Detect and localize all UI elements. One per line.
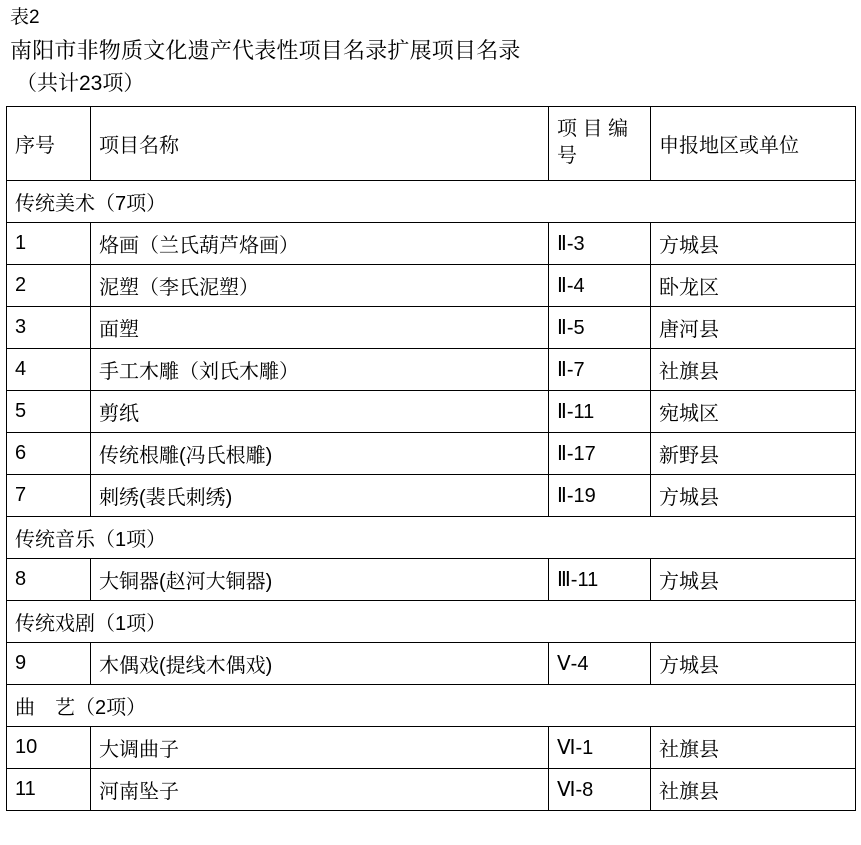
cell-code: Ⅵ-8 bbox=[549, 768, 651, 810]
group-label: 传统音乐（1项） bbox=[7, 516, 856, 558]
cell-name: 泥塑（李氏泥塑） bbox=[91, 264, 549, 306]
table-row bbox=[7, 222, 856, 264]
cell-seq: 10 bbox=[7, 726, 91, 768]
table-label: 表2 bbox=[10, 7, 40, 28]
cell-unit: 社旗县 bbox=[651, 768, 856, 810]
cell-unit: 宛城区 bbox=[651, 390, 856, 432]
cell-code: Ⅱ-5 bbox=[549, 306, 651, 348]
cell-seq: 4 bbox=[7, 348, 91, 390]
column-header-seq: 序号 bbox=[7, 106, 91, 180]
cell-name: 传统根雕(冯氏根雕) bbox=[91, 432, 549, 474]
table-row bbox=[7, 768, 856, 810]
column-header-code bbox=[549, 106, 651, 180]
cell-seq: 7 bbox=[7, 474, 91, 516]
cell-name: 河南坠子 bbox=[91, 768, 549, 810]
cell-code: Ⅱ-4 bbox=[549, 264, 651, 306]
cell-seq: 6 bbox=[7, 432, 91, 474]
table-row bbox=[7, 306, 856, 348]
column-header-code-text: 项 目 编 号 bbox=[557, 118, 629, 168]
page-subtitle: （共计23项） bbox=[16, 72, 145, 96]
table-row bbox=[7, 726, 856, 768]
cell-unit: 方城县 bbox=[651, 222, 856, 264]
cell-code: Ⅱ-11 bbox=[549, 390, 651, 432]
cell-seq: 5 bbox=[7, 390, 91, 432]
table-body bbox=[7, 106, 856, 810]
cell-code: Ⅱ-17 bbox=[549, 432, 651, 474]
cell-name: 刺绣(裴氏刺绣) bbox=[91, 474, 549, 516]
cell-name: 大铜器(赵河大铜器) bbox=[91, 558, 549, 600]
table-group-row bbox=[7, 516, 856, 558]
table-row bbox=[7, 390, 856, 432]
cell-unit: 方城县 bbox=[651, 558, 856, 600]
page-title: 南阳市非物质文化遗产代表性项目名录扩展项目名录 bbox=[10, 37, 521, 63]
cell-unit: 方城县 bbox=[651, 642, 856, 684]
cell-name: 剪纸 bbox=[91, 390, 549, 432]
group-label: 传统美术（7项） bbox=[7, 180, 856, 222]
group-label: 曲 艺（2项） bbox=[7, 684, 856, 726]
cell-seq: 2 bbox=[7, 264, 91, 306]
cell-unit: 新野县 bbox=[651, 432, 856, 474]
cell-code: Ⅱ-19 bbox=[549, 474, 651, 516]
heritage-项目-table bbox=[6, 106, 856, 811]
table-group-row bbox=[7, 180, 856, 222]
cell-name: 大调曲子 bbox=[91, 726, 549, 768]
cell-seq: 9 bbox=[7, 642, 91, 684]
cell-code: Ⅵ-1 bbox=[549, 726, 651, 768]
cell-code: Ⅱ-3 bbox=[549, 222, 651, 264]
table-row bbox=[7, 348, 856, 390]
cell-seq: 8 bbox=[7, 558, 91, 600]
cell-name: 面塑 bbox=[91, 306, 549, 348]
cell-unit: 社旗县 bbox=[651, 348, 856, 390]
cell-seq: 3 bbox=[7, 306, 91, 348]
cell-code: Ⅱ-7 bbox=[549, 348, 651, 390]
table-row bbox=[7, 264, 856, 306]
table-row bbox=[7, 474, 856, 516]
cell-code: Ⅲ-11 bbox=[549, 558, 651, 600]
cell-seq: 1 bbox=[7, 222, 91, 264]
table-row bbox=[7, 558, 856, 600]
cell-code: Ⅴ-4 bbox=[549, 642, 651, 684]
cell-unit: 唐河县 bbox=[651, 306, 856, 348]
table-row bbox=[7, 432, 856, 474]
cell-name: 烙画（兰氏葫芦烙画） bbox=[91, 222, 549, 264]
cell-unit: 卧龙区 bbox=[651, 264, 856, 306]
cell-seq: 11 bbox=[7, 768, 91, 810]
table-group-row bbox=[7, 600, 856, 642]
table-row bbox=[7, 642, 856, 684]
cell-unit: 方城县 bbox=[651, 474, 856, 516]
cell-name: 木偶戏(提线木偶戏) bbox=[91, 642, 549, 684]
column-header-unit: 申报地区或单位 bbox=[651, 106, 856, 180]
cell-unit: 社旗县 bbox=[651, 726, 856, 768]
table-group-row bbox=[7, 684, 856, 726]
cell-name: 手工木雕（刘氏木雕） bbox=[91, 348, 549, 390]
group-label: 传统戏剧（1项） bbox=[7, 600, 856, 642]
column-header-name: 项目名称 bbox=[91, 106, 549, 180]
table-header-row bbox=[7, 106, 856, 180]
